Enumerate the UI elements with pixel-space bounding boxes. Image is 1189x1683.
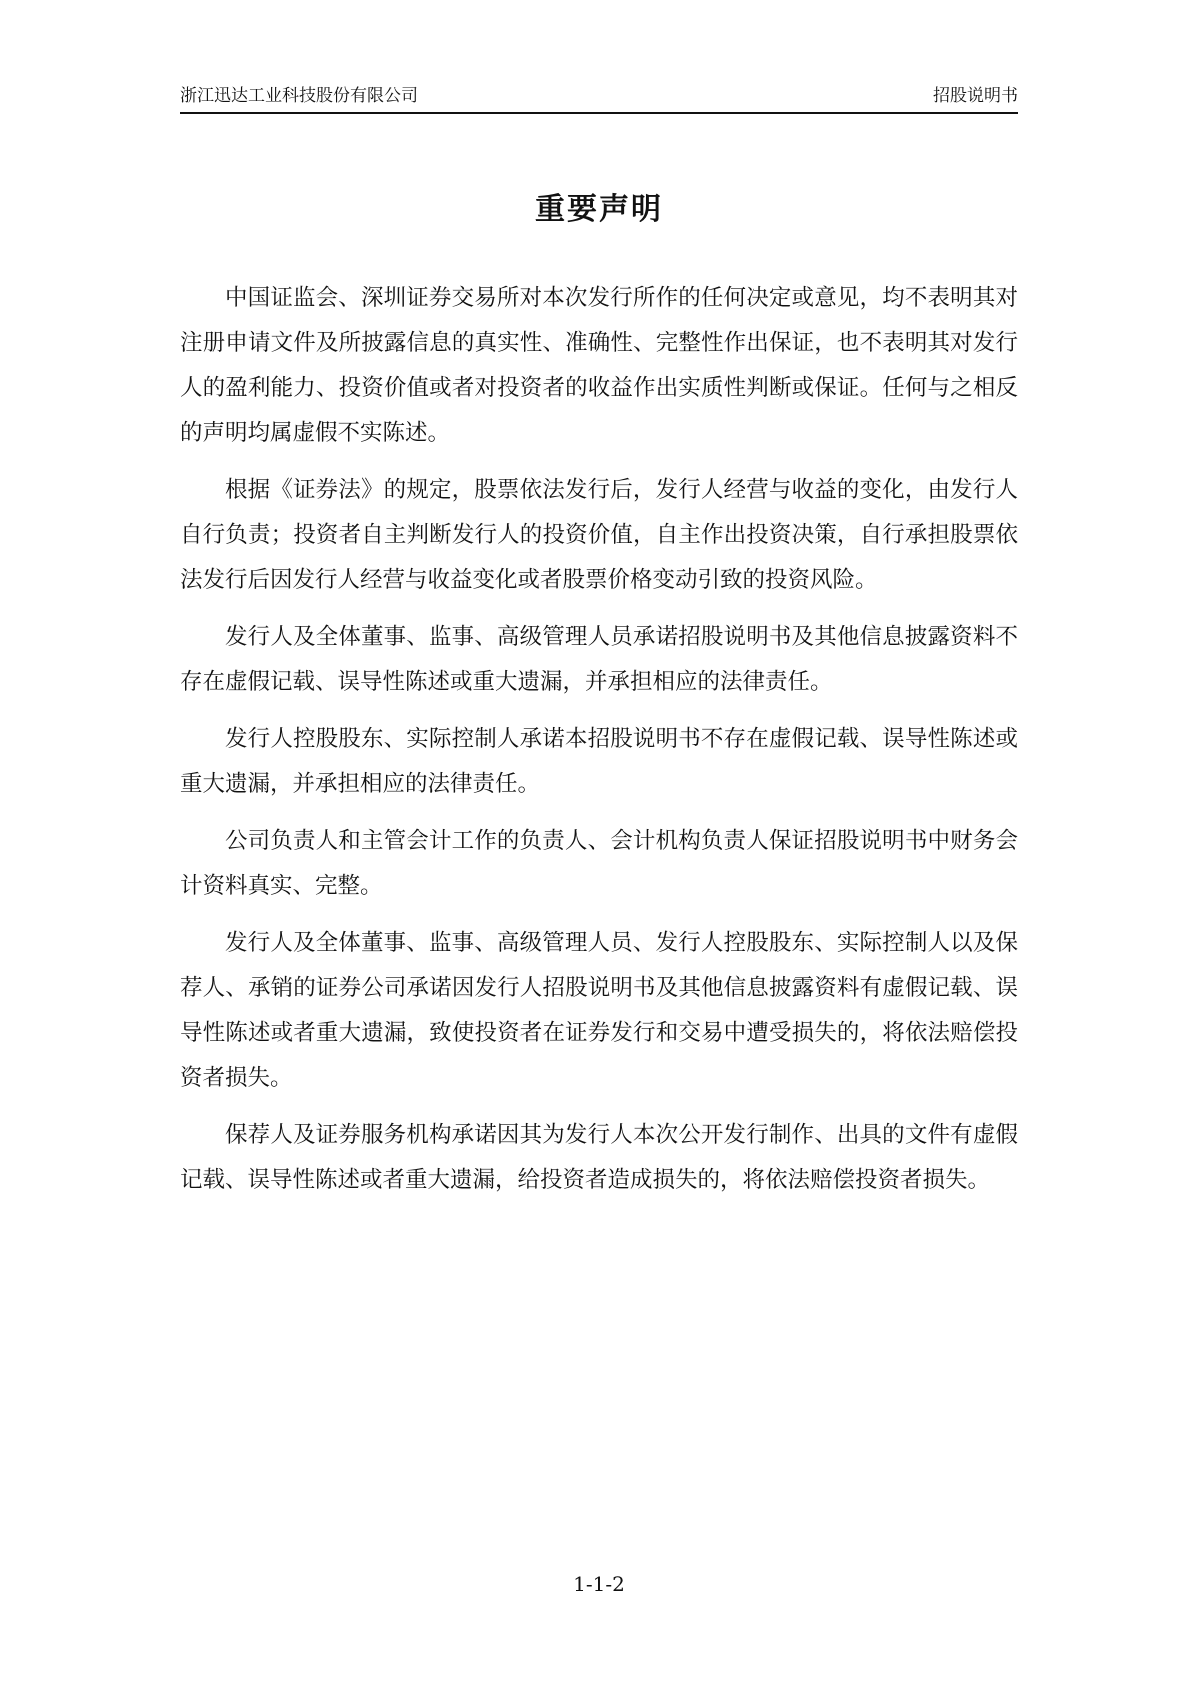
statement-body <box>180 276 1018 1215</box>
page-title: 重要声明 <box>535 192 663 227</box>
page-header <box>180 82 1018 114</box>
paragraph-financial-accuracy: 公司负责人和主管会计工作的负责人、会计机构负责人保证招股说明书中财务会计资料真实、完整。 <box>180 828 1018 899</box>
paragraph-regulator-disclaimer: 中国证监会、深圳证券交易所对本次发行所作的任何决定或意见，均不表明其对注册申请文件及所披露信息的真实性、准确性、完整性作出保证，也不表明其对发行人的盈利能力、投资价值或者对投资者的收益作出实质性判断或保证。任何与之相反的声明均属虚假不实陈述。 <box>180 285 1018 446</box>
paragraph-securities-law-risk: 根据《证券法》的规定，股票依法发行后，发行人经营与收益的变化，由发行人自行负责；投资者自主判断发行人的投资价值，自主作出投资决策，自行承担股票依法发行后因发行人经营与收益变化或者股票价格变动引致的投资风险。 <box>180 477 1018 593</box>
paragraph-sponsor-commitment: 保荐人及证券服务机构承诺因其为发行人本次公开发行制作、出具的文件有虚假记载、误导性陈述或者重大遗漏，给投资者造成损失的，将依法赔偿投资者损失。 <box>180 1122 1018 1193</box>
paragraph-controller-commitment: 发行人控股股东、实际控制人承诺本招股说明书不存在虚假记载、误导性陈述或重大遗漏，并承担相应的法律责任。 <box>180 726 1018 797</box>
header-company-name: 浙江迅达工业科技股份有限公司 <box>180 86 418 106</box>
page-number: 1-1-2 <box>573 1572 625 1596</box>
paragraph-directors-commitment: 发行人及全体董事、监事、高级管理人员承诺招股说明书及其他信息披露资料不存在虚假记载、误导性陈述或重大遗漏，并承担相应的法律责任。 <box>180 624 1018 695</box>
header-document-type: 招股说明书 <box>933 86 1018 106</box>
paragraph-compensation-commitment: 发行人及全体董事、监事、高级管理人员、发行人控股股东、实际控制人以及保荐人、承销的证券公司承诺因发行人招股说明书及其他信息披露资料有虚假记载、误导性陈述或者重大遗漏，致使投资者在证券发行和交易中遭受损失的，将依法赔偿投资者损失。 <box>180 930 1018 1091</box>
